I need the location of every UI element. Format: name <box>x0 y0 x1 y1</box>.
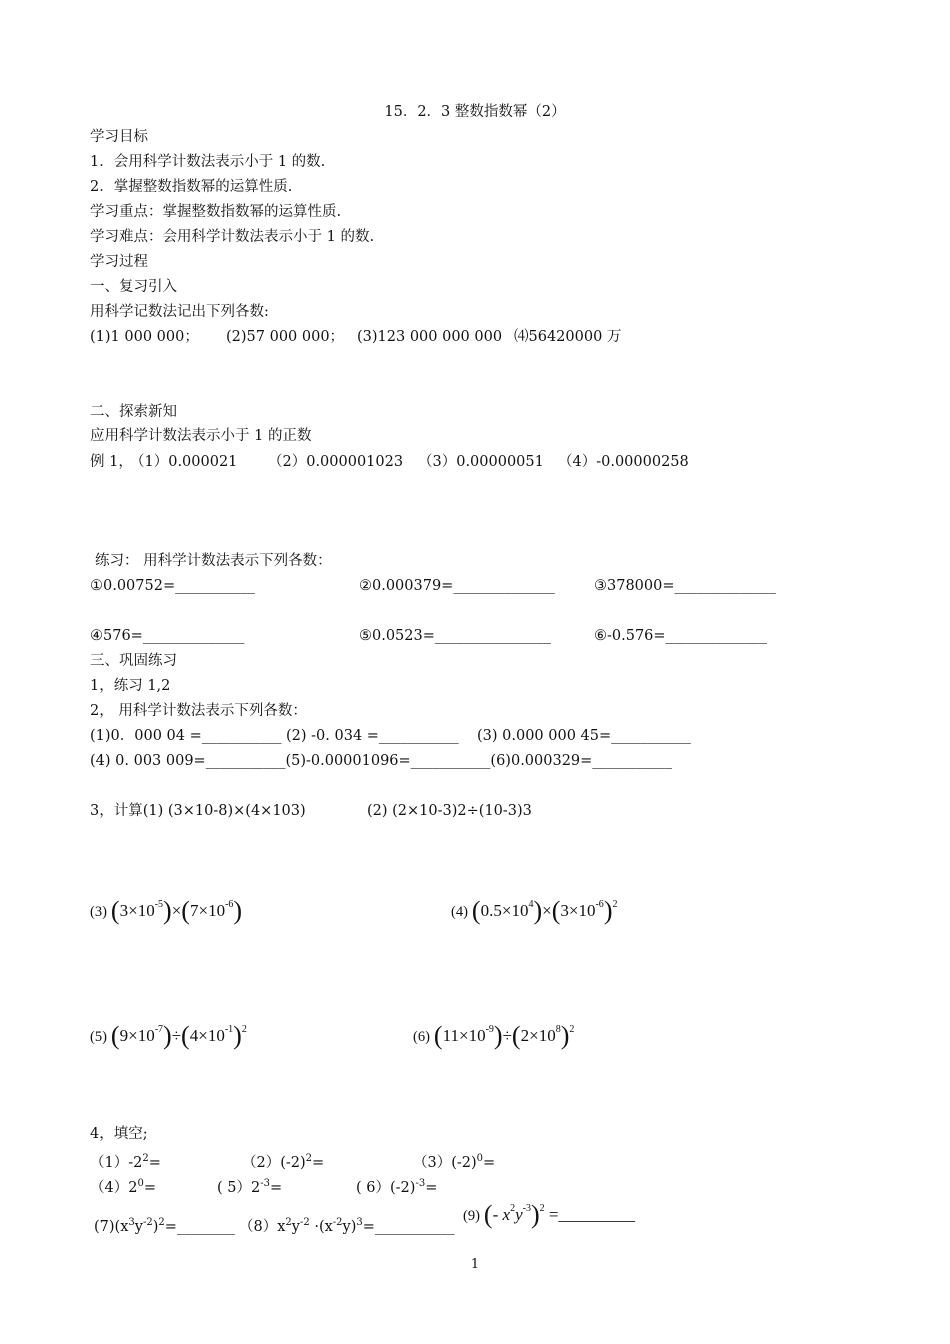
page-title: 15．2．3 整数指数幂（2） <box>384 104 566 120</box>
fill-5: ( $5)2^{-3}=$ <box>217 1178 283 1196</box>
review-item-3: (3)123 000 000 000 <box>357 329 503 345</box>
fill-2: $(2)(-2)^2=$ <box>242 1153 325 1171</box>
difficulty: 学习难点：会用科学计数法表示小于 1 的数. <box>90 229 375 245</box>
practice-4: ④576=______________ <box>90 628 245 644</box>
calc-6: (6) $(11\times 10^{-9})\div(2\times 10^8)^2$ <box>413 1021 575 1050</box>
calc-5: (5) $(9\times 10^{-7})\div(4\times 10^{-1})^2$ <box>90 1021 247 1050</box>
review-item-2: (2)57 000 000； <box>226 329 345 345</box>
review-item-1: (1)1 000 000； <box>90 329 199 345</box>
fill-4: $(4)2^0=$ <box>90 1178 156 1196</box>
example-4: （4）-0.00000258 <box>558 454 689 470</box>
objectives-heading: 学习目标 <box>90 129 148 145</box>
example-3: （3）0.00000051 <box>418 454 544 470</box>
q2-row-2: (4) 0. 003 009=___________(5)-0.00001096=___________(6)0.000329=___________ <box>90 753 673 769</box>
key-point: 学习重点：掌握整数指数幂的运算性质. <box>90 204 342 220</box>
example-1: （1）0.000021 <box>130 454 238 470</box>
fill-3: $(3)(-2)^0=$ <box>413 1153 496 1171</box>
fill-9: (9) (- $x^2y^{-3})^2$ =_________ <box>463 1200 635 1229</box>
practice-6: ⑥-0.576=______________ <box>594 628 768 644</box>
section1-instruction: 用科学记数法记出下列各数: <box>90 304 269 320</box>
calc-3: (3) $(3\times 10^{-5})\times(7\times 10^{-6})$ <box>90 896 243 925</box>
practice-heading: 练习： 用科学计数法表示下列各数： <box>95 553 332 569</box>
fill-8: $(8)x^2y^{-2}$ $\cdot(x^{-2}y)^3=\_\_\_\_\_\_\_\_\_\_\_$ <box>239 1217 455 1235</box>
objective-1: 1．会用科学计数法表示小于 1 的数. <box>90 154 326 170</box>
calc-4: (4) $(0.5\times 10^4)\times(3\times 10^{-6})^2$ <box>451 896 618 925</box>
q2-item-3: (3) 0.000 000 45=___________ <box>477 728 691 744</box>
q2-item-2: (2) -0. 034 =___________ <box>286 728 459 744</box>
section1-heading: 一、复习引入 <box>90 279 177 295</box>
q3-item-1: 3，计算(1) (3×10-8)×(4×103) <box>90 803 306 819</box>
practice-1: ①0.00752=___________ <box>90 578 255 594</box>
section3-heading: 三、巩固练习 <box>90 653 177 669</box>
q1: 1，练习 1,2 <box>90 678 171 694</box>
objective-2: 2．掌握整数指数幂的运算性质. <box>90 179 293 195</box>
example-label: 例 1， <box>90 454 133 470</box>
section2-heading: 二、探索新知 <box>90 404 177 420</box>
practice-2: ②0.000379=______________ <box>359 578 555 594</box>
q2-heading: 2， 用科学计数法表示下列各数： <box>90 703 307 719</box>
practice-3: ③378000=______________ <box>594 578 777 594</box>
review-item-4: ⑷56420000 万 <box>514 329 622 345</box>
process-heading: 学习过程 <box>90 254 148 270</box>
section2-instruction: 应用科学计数法表示小于 1 的正数 <box>90 428 312 444</box>
q2-item-1: (1)0．000 04 =___________ <box>90 728 282 744</box>
q4-heading: 4，填空; <box>90 1126 148 1142</box>
fill-1: $(1)-2^2=$ <box>90 1153 161 1171</box>
q3-item-2: (2) (2×10-3)2÷(10-3)3 <box>367 803 532 819</box>
example-2: （2）0.000001023 <box>268 454 404 470</box>
practice-5: ⑤0.0523=________________ <box>359 628 551 644</box>
fill-6: ( $6)(-2)^{-3}=$ <box>356 1178 438 1196</box>
page-number: 1 <box>470 1257 480 1272</box>
fill-7: $(7)(x^3y^{-2})^2=\_\_\_\_\_\_\_\_$ <box>94 1217 235 1235</box>
